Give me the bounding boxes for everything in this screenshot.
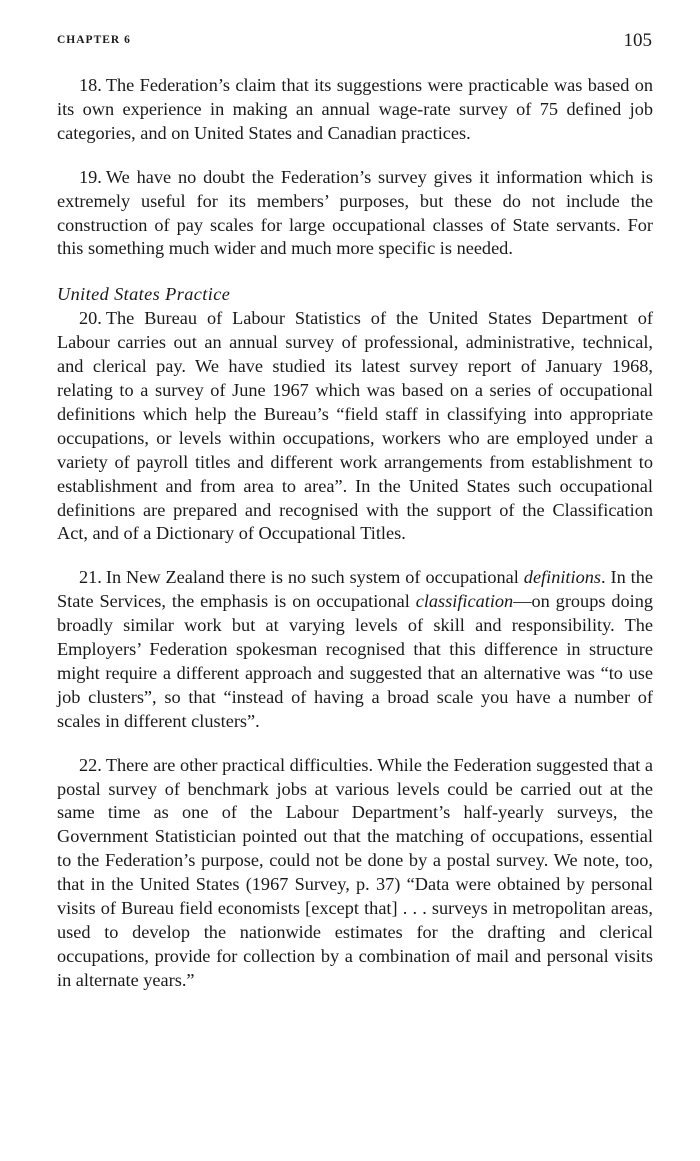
emphasis-definitions: definitions: [523, 567, 601, 588]
paragraph-text-part: —on groups doing broadly similar work but at varying levels of skill and responsibility. The Employers’ Federation spokesman recognised that this difference in structure might require a different approach and suggested that an alternative was “to use job clusters”, so that “instead of having a broad scale you have a number of scales in different clusters”.: [57, 591, 653, 731]
paragraph-text: We have no doubt the Federation’s survey gives it information which is extremely useful for its members’ purposes, but these do not include the construction of pay scales for large occupational classes of State servants. For this something much wider and much more specific is needed.: [57, 166, 653, 259]
paragraph-number: 19.: [79, 166, 102, 187]
paragraph-22: [57, 754, 653, 993]
paragraph-number: 18.: [79, 75, 102, 95]
chapter-label: CHAPTER 6: [57, 34, 131, 46]
paragraph-number: 22.: [79, 754, 102, 775]
paragraph-19: [57, 166, 653, 262]
paragraph-21: [57, 566, 653, 733]
page-header: [57, 30, 654, 58]
page-body: [57, 74, 653, 993]
emphasis-classification: classification: [415, 591, 514, 612]
paragraph-text: There are other practical difficulties. While the Federation suggested that a postal survey of benchmark jobs at various levels could be carried out at the same time as one of the Labour Department’s half-yearly surveys, the Government Statistician pointed out that the matching of occupations, essential to the Federation’s purpose, could not be done by a postal survey. We note, too, that in the United States (1967 Survey, p. 37) “Data were obtained by personal visits of Bureau field economists [except that] . . . surveys in metropolitan areas, used to develop the nationwide estimates for the drafting and clerical occupations, provide for collection by a combination of mail and personal visits in alternate years.”: [57, 754, 653, 990]
paragraph-20: [57, 307, 653, 546]
section-heading: United States Practice: [57, 284, 231, 305]
page-number: 105: [623, 30, 652, 51]
paragraph-18: [57, 74, 653, 146]
paragraph-text: The Federation’s claim that its suggestions were practicable was based on its own experience in making an annual wage-rate survey of 75 defined job categories, and on United States and Canadian practices.: [57, 75, 653, 143]
paragraph-text-part: . In the State Services, the emphasis is on occupational: [57, 567, 653, 612]
paragraph-text-part: In New Zealand there is no such system of occupational: [105, 567, 524, 588]
paragraph-number: 21.: [79, 567, 102, 588]
paragraph-number: 20.: [79, 308, 102, 329]
paragraph-text: The Bureau of Labour Statistics of the United States Department of Labour carries out an annual survey of professional, administrative, technical, and clerical pay. We have studied its latest survey report of January 1968, relating to a survey of June 1967 which was based on a series of occupational definitions which help the Bureau’s “field staff in classifying into appropriate occupations, or levels within occupations, workers who are employed under a variety of payroll titles and different work arrangements from establishment to establishment and from area to area”. In the United States such occupational definitions are prepared and recognised with the support of the Classification Act, and of a Dictionary of Occupational Titles.: [57, 308, 653, 544]
